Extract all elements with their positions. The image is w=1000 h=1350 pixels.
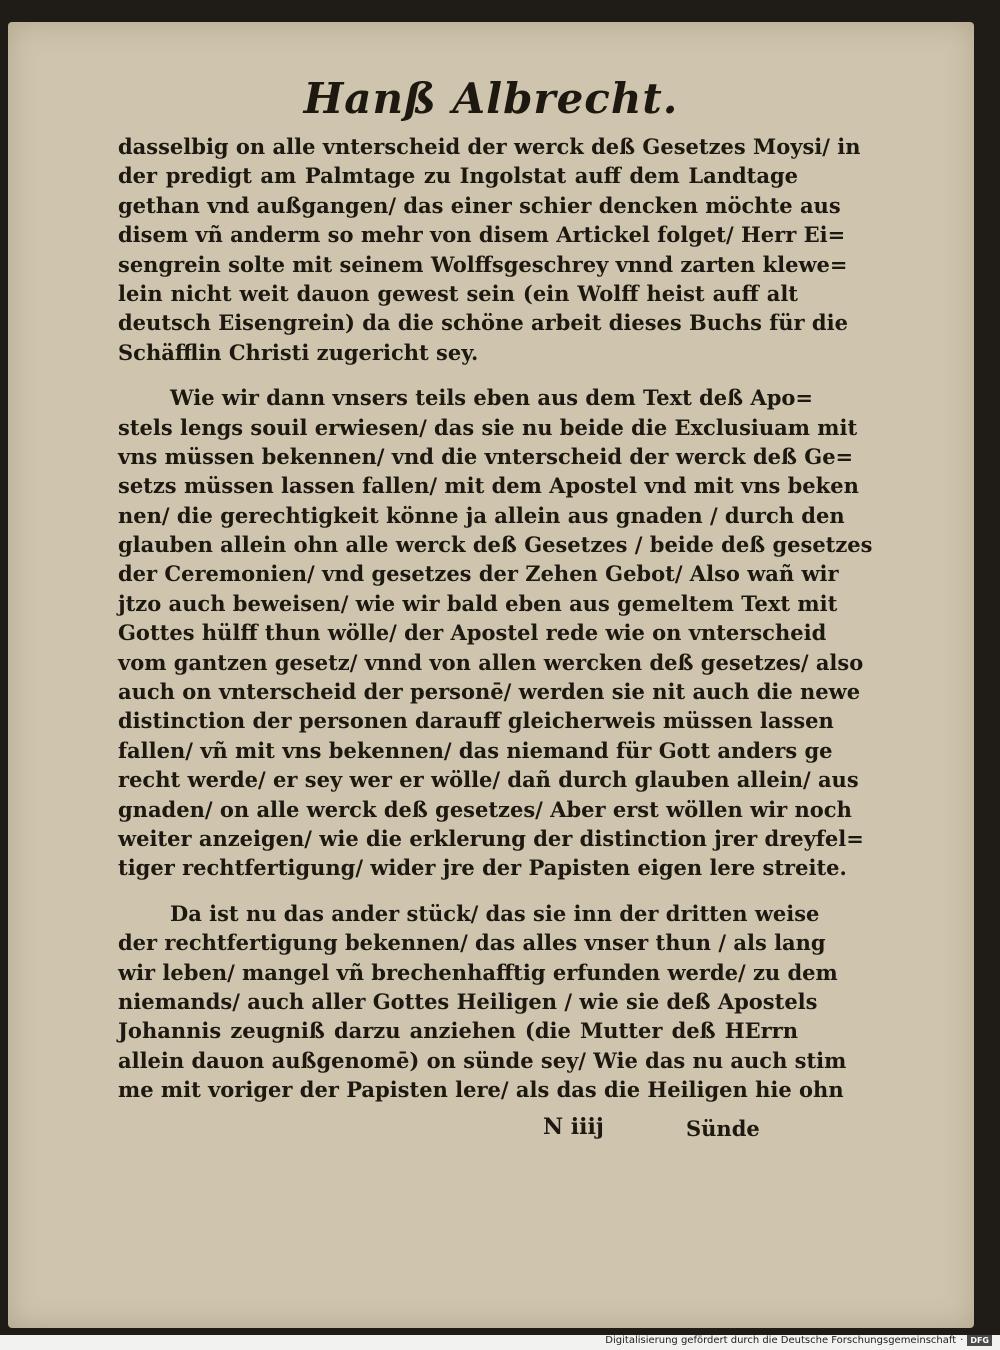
text-line: wir leben/ mangel vñ brechenhafftig erfunden werde/ zu dem — [118, 959, 838, 985]
digitization-footer — [605, 1332, 992, 1348]
running-head: Hanß Albrecht. — [303, 74, 679, 123]
text-line: vns müssen bekennen/ vnd die vnterscheid der werck deß Ge= — [118, 443, 854, 469]
text-line: deutsch Eisengrein) da die schöne arbeit dieses Buchs für die — [118, 310, 848, 336]
text-line: vom gantzen gesetz/ vnnd von allen wercken deß gesetzes/ also — [118, 649, 864, 675]
text-line: tiger rechtfertigung/ wider jre der Papisten eigen lere streite. — [118, 855, 847, 881]
text-line: sengrein solte mit seinem Wolffsgeschrey vnnd zarten klewe= — [118, 251, 848, 277]
text-line: Wie wir dann vnsers teils eben aus dem Text deß Apo= — [170, 385, 814, 411]
text-line: Schäfflin Christi zugericht sey. — [118, 339, 479, 365]
text-line: auch on vnterscheid der personē/ werden sie nit auch die newe — [118, 679, 861, 705]
text-line: nen/ die gerechtigkeit könne ja allein aus gnaden / durch den — [118, 502, 845, 528]
footer-separator: · — [960, 1334, 964, 1346]
paragraph — [118, 383, 873, 883]
text-line: distinction der personen darauff gleicherweis müssen lassen — [118, 708, 834, 734]
body-text — [118, 132, 873, 1105]
dfg-logo-icon: DFG — [967, 1335, 992, 1346]
text-line: der rechtfertigung bekennen/ das alles vnser thun / als lang — [118, 930, 826, 956]
paragraph — [118, 899, 847, 1105]
text-line: weiter anzeigen/ wie die erklerung der distinction jrer dreyfel= — [118, 825, 864, 851]
text-line: der predigt am Palmtage zu Ingolstat auff dem Landtage — [118, 163, 798, 189]
catchword: Sünde — [686, 1116, 760, 1141]
paragraph — [118, 132, 861, 367]
text-line: lein nicht weit dauon gewest sein (ein Wolff heist auff alt — [118, 280, 798, 306]
text-line: fallen/ vñ mit vns bekennen/ das niemand für Gott anders ge — [118, 737, 833, 763]
text-line: Johannis zeugniß darzu anziehen (die Mutter deß HErrn — [118, 1018, 798, 1044]
text-line: gethan vnd außgangen/ das einer schier dencken möchte aus — [118, 192, 841, 218]
text-line: der Ceremonien/ vnd gesetzes der Zehen Gebot/ Also wañ wir — [118, 561, 839, 587]
text-line: glauben allein ohn alle werck deß Gesetzes / beide deß gesetzes — [118, 532, 873, 558]
book-page — [8, 22, 974, 1328]
text-line: allein dauon außgenomē) on sünde sey/ Wie das nu auch stim — [118, 1047, 847, 1073]
text-line: Da ist nu das ander stück/ das sie inn der dritten weise — [170, 900, 820, 926]
text-line: dasselbig on alle vnterscheid der werck deß Gesetzes Moysi/ in — [118, 134, 861, 159]
footer-credit: Digitalisierung gefördert durch die Deutsche Forschungsgemeinschaft — [605, 1334, 957, 1346]
signature-mark: N iiij — [543, 1114, 604, 1140]
text-line: Gottes hülff thun wölle/ der Apostel rede wie on vnterscheid — [118, 620, 827, 646]
text-line: jtzo auch beweisen/ wie wir bald eben aus gemeltem Text mit — [118, 590, 838, 616]
text-line: stels lengs souil erwiesen/ das sie nu beide die Exclusiuam mit — [118, 414, 858, 440]
text-line: gnaden/ on alle werck deß gesetzes/ Aber erst wöllen wir noch — [118, 796, 852, 822]
text-line: niemands/ auch aller Gottes Heiligen / wie sie deß Apostels — [118, 988, 818, 1014]
text-line: me mit voriger der Papisten lere/ als das die Heiligen hie ohn — [118, 1077, 844, 1103]
text-line: disem vñ anderm so mehr von disem Artickel folget/ Herr Ei= — [118, 222, 846, 248]
text-line: recht werde/ er sey wer er wölle/ dañ durch glauben allein/ aus — [118, 767, 859, 793]
text-line: setzs müssen lassen fallen/ mit dem Apostel vnd mit vns beken — [118, 473, 859, 499]
